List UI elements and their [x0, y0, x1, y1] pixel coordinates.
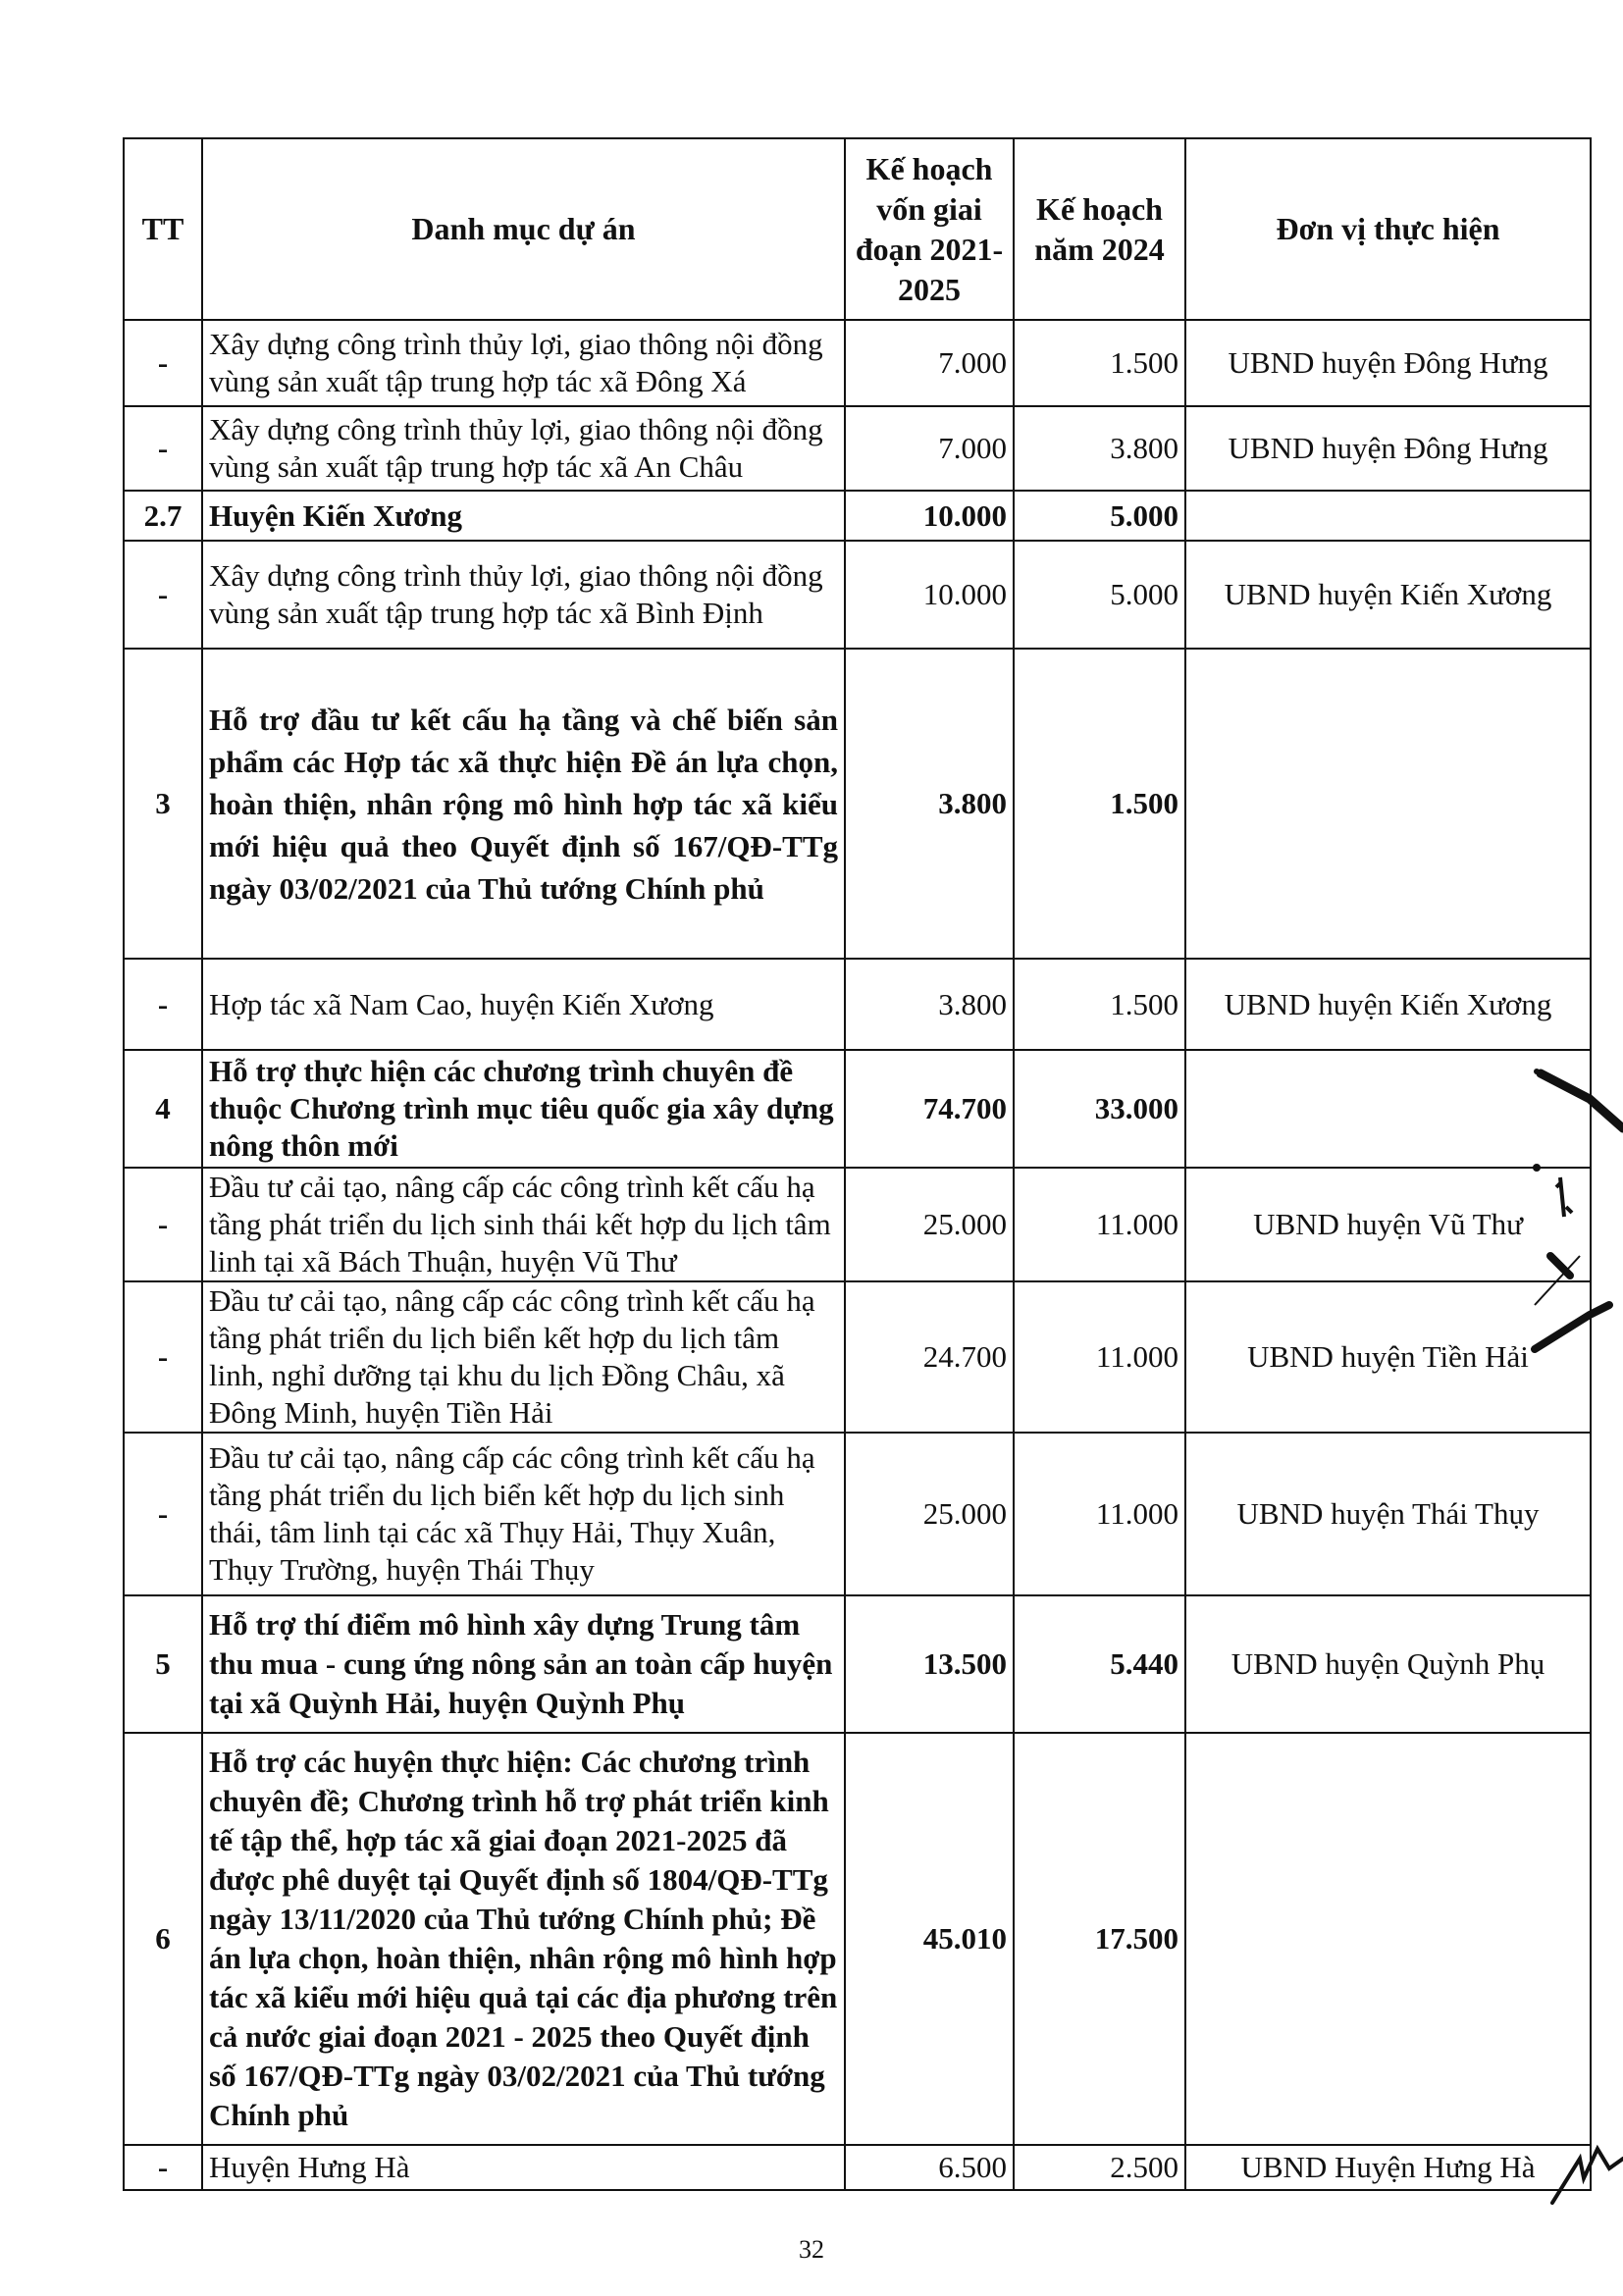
- row-project-name: Xây dựng công trình thủy lợi, giao thông nội đồng vùng sản xuất tập trung hợp tác xã Đông Xá: [202, 320, 845, 406]
- row-plan-period: 13.500: [845, 1595, 1014, 1733]
- header-plan-period: Kế hoạch vốn giai đoạn 2021-2025: [845, 138, 1014, 320]
- header-plan-year: Kế hoạch năm 2024: [1014, 138, 1185, 320]
- row-implementing-unit: UBND huyện Kiến Xương: [1185, 541, 1591, 649]
- row-project-name: Đầu tư cải tạo, nâng cấp các công trình kết cấu hạ tầng phát triển du lịch sinh thái kết hợp du lịch tâm linh tại xã Bách Thuận, huyện Vũ Thư: [202, 1168, 845, 1281]
- row-tt: -: [124, 2145, 202, 2190]
- row-implementing-unit: UBND huyện Tiền Hải: [1185, 1281, 1591, 1433]
- row-implementing-unit: [1185, 649, 1591, 959]
- row-plan-period: 45.010: [845, 1733, 1014, 2145]
- row-tt: -: [124, 959, 202, 1050]
- header-project-name: Danh mục dự án: [202, 138, 845, 320]
- row-tt: 5: [124, 1595, 202, 1733]
- row-plan-year: 17.500: [1014, 1733, 1185, 2145]
- row-plan-year: 3.800: [1014, 406, 1185, 491]
- table-header-row: [124, 138, 1591, 320]
- table-row: [124, 1281, 1591, 1433]
- row-plan-period: 10.000: [845, 541, 1014, 649]
- row-plan-year: 33.000: [1014, 1050, 1185, 1168]
- row-plan-year: 11.000: [1014, 1168, 1185, 1281]
- row-project-name: Xây dựng công trình thủy lợi, giao thông nội đồng vùng sản xuất tập trung hợp tác xã An Châu: [202, 406, 845, 491]
- row-implementing-unit: UBND huyện Quỳnh Phụ: [1185, 1595, 1591, 1733]
- row-project-name: Huyện Kiến Xương: [202, 491, 845, 541]
- row-plan-year: 5.440: [1014, 1595, 1185, 1733]
- row-tt: 2.7: [124, 491, 202, 541]
- row-tt: 3: [124, 649, 202, 959]
- row-plan-period: 24.700: [845, 1281, 1014, 1433]
- row-implementing-unit: UBND huyện Đông Hưng: [1185, 406, 1591, 491]
- table-row-group: [124, 649, 1591, 959]
- row-plan-year: 1.500: [1014, 320, 1185, 406]
- row-tt: -: [124, 541, 202, 649]
- table-row: [124, 1168, 1591, 1281]
- row-project-name: Huyện Hưng Hà: [202, 2145, 845, 2190]
- row-project-name: Hỗ trợ các huyện thực hiện: Các chương trình chuyên đề; Chương trình hỗ trợ phát triển kinh tế tập thể, hợp tác xã giai đoạn 2021-2025 đã được phê duyệt tại Quyết định số 1804/QĐ-TTg ngày 13/11/2020 của Thủ tướng Chính phủ; Đề án lựa chọn, hoàn thiện, nhân rộng mô hình hợp tác xã kiểu mới hiệu quả tại các địa phương trên cả nước giai đoạn 2021 - 2025 theo Quyết định số 167/QĐ-TTg ngày 03/02/2021 của Thủ tướng Chính phủ: [202, 1733, 845, 2145]
- row-implementing-unit: UBND huyện Đông Hưng: [1185, 320, 1591, 406]
- row-implementing-unit: UBND huyện Vũ Thư: [1185, 1168, 1591, 1281]
- table-row-group: [124, 1050, 1591, 1168]
- row-implementing-unit: UBND huyện Thái Thụy: [1185, 1433, 1591, 1595]
- row-plan-period: 74.700: [845, 1050, 1014, 1168]
- table-row: [124, 541, 1591, 649]
- row-tt: 4: [124, 1050, 202, 1168]
- row-project-name: Hợp tác xã Nam Cao, huyện Kiến Xương: [202, 959, 845, 1050]
- row-plan-year: 11.000: [1014, 1433, 1185, 1595]
- row-plan-year: 5.000: [1014, 491, 1185, 541]
- row-plan-period: 3.800: [845, 959, 1014, 1050]
- row-plan-year: 5.000: [1014, 541, 1185, 649]
- row-plan-period: 6.500: [845, 2145, 1014, 2190]
- row-implementing-unit: UBND huyện Kiến Xương: [1185, 959, 1591, 1050]
- row-project-name: Đầu tư cải tạo, nâng cấp các công trình kết cấu hạ tầng phát triển du lịch biển kết hợp du lịch tâm linh, nghỉ dưỡng tại khu du lịch Đồng Châu, xã Đông Minh, huyện Tiền Hải: [202, 1281, 845, 1433]
- row-plan-period: 10.000: [845, 491, 1014, 541]
- row-implementing-unit: [1185, 491, 1591, 541]
- row-tt: -: [124, 320, 202, 406]
- row-implementing-unit: [1185, 1050, 1591, 1168]
- row-tt: 6: [124, 1733, 202, 2145]
- row-plan-period: 25.000: [845, 1168, 1014, 1281]
- row-tt: -: [124, 1168, 202, 1281]
- table-row: [124, 320, 1591, 406]
- row-plan-period: 7.000: [845, 320, 1014, 406]
- table-row-group: [124, 1733, 1591, 2145]
- row-plan-period: 7.000: [845, 406, 1014, 491]
- row-project-name: Hỗ trợ thí điểm mô hình xây dựng Trung tâm thu mua - cung ứng nông sản an toàn cấp huyện tại xã Quỳnh Hải, huyện Quỳnh Phụ: [202, 1595, 845, 1733]
- table-row: [124, 959, 1591, 1050]
- row-implementing-unit: [1185, 1733, 1591, 2145]
- row-plan-year: 1.500: [1014, 649, 1185, 959]
- page-number: 32: [799, 2235, 824, 2264]
- row-plan-period: 3.800: [845, 649, 1014, 959]
- row-implementing-unit: UBND Huyện Hưng Hà: [1185, 2145, 1591, 2190]
- row-plan-period: 25.000: [845, 1433, 1014, 1595]
- table-row: [124, 1433, 1591, 1595]
- header-tt: TT: [124, 138, 202, 320]
- table-row-group: [124, 1595, 1591, 1733]
- row-tt: -: [124, 406, 202, 491]
- row-plan-year: 1.500: [1014, 959, 1185, 1050]
- row-plan-year: 2.500: [1014, 2145, 1185, 2190]
- table-row: [124, 2145, 1591, 2190]
- row-project-name: Xây dựng công trình thủy lợi, giao thông nội đồng vùng sản xuất tập trung hợp tác xã Bình Định: [202, 541, 845, 649]
- row-tt: -: [124, 1281, 202, 1433]
- row-project-name: Đầu tư cải tạo, nâng cấp các công trình kết cấu hạ tầng phát triển du lịch biển kết hợp du lịch sinh thái, tâm linh tại các xã Thụy Hải, Thụy Xuân, Thụy Trường, huyện Thái Thụy: [202, 1433, 845, 1595]
- row-tt: -: [124, 1433, 202, 1595]
- row-project-name: Hỗ trợ thực hiện các chương trình chuyên đề thuộc Chương trình mục tiêu quốc gia xây dựng nông thôn mới: [202, 1050, 845, 1168]
- row-plan-year: 11.000: [1014, 1281, 1185, 1433]
- table-row: [124, 406, 1591, 491]
- table-row-group: [124, 491, 1591, 541]
- row-project-name: Hỗ trợ đầu tư kết cấu hạ tầng và chế biến sản phẩm các Hợp tác xã thực hiện Đề án lựa chọn, hoàn thiện, nhân rộng mô hình hợp tác xã kiểu mới hiệu quả theo Quyết định số 167/QĐ-TTg ngày 03/02/2021 của Thủ tướng Chính phủ: [202, 649, 845, 959]
- header-implementing-unit: Đơn vị thực hiện: [1185, 138, 1591, 320]
- investment-plan-table: [123, 137, 1592, 2191]
